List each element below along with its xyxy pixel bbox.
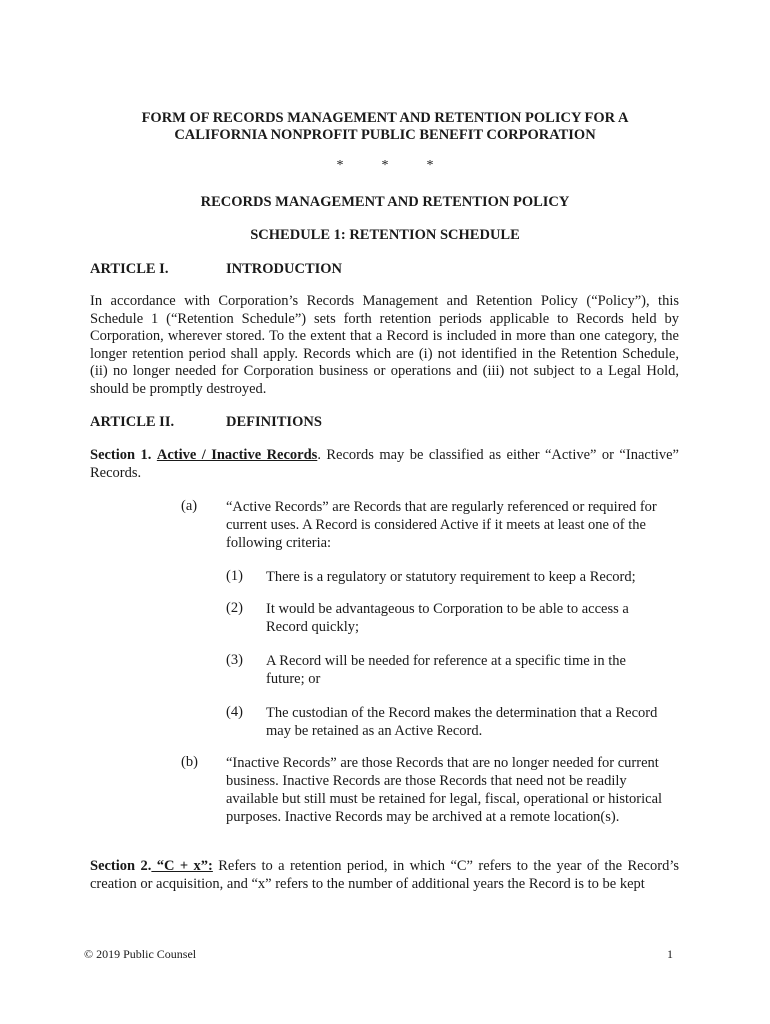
section-2: [90, 858, 679, 893]
separator-star: *: [336, 158, 344, 173]
article-1-name: INTRODUCTION: [226, 261, 343, 277]
schedule-title: SCHEDULE 1: RETENTION SCHEDULE: [250, 227, 520, 243]
item-b-label: (b): [181, 754, 198, 770]
item-a-label: (a): [181, 498, 198, 514]
section-2-heading: “C + x”:: [151, 858, 213, 874]
criterion-text: A Record will be needed for reference at a specific time in the future; or: [266, 653, 626, 687]
section-1-text: . Records may be classified as either “Active” or “Inactive” Records.: [90, 447, 679, 481]
criterion-text: There is a regulatory or statutory requirement to keep a Record;: [266, 569, 636, 585]
separator-star: *: [426, 158, 434, 173]
item-a-text: “Active Records” are Records that are regularly referenced or required for current uses. A Record is considered Active if it meets at least one of the following criteria:: [226, 499, 657, 551]
footer-page-number: 1: [667, 947, 673, 961]
document-title: [90, 110, 680, 144]
separator-asterisks: [90, 158, 680, 174]
criterion-text: It would be advantageous to Corporation to be able to access a Record quickly;: [266, 601, 629, 635]
criterion-label: (4): [226, 704, 243, 720]
article-2-name: DEFINITIONS: [226, 414, 322, 430]
section-2-label: Section 2.: [90, 858, 152, 874]
item-b-text: “Inactive Records” are those Records that are no longer needed for current business. Inactive Records are those Records that need not be readily available but still must be retained for legal, fiscal, operational or historical purposes. Inactive Records may be archived at a remote location(s).: [226, 755, 663, 825]
section-1-heading: Active / Inactive Records: [156, 447, 318, 463]
article-1-heading: [90, 261, 680, 278]
criterion-label: (1): [226, 568, 243, 584]
criterion-label: (3): [226, 652, 243, 668]
section-1-label: Section 1.: [90, 447, 152, 463]
section-1: [90, 447, 679, 482]
article-2-number: ARTICLE II.: [90, 414, 175, 430]
separator-star: *: [381, 158, 389, 173]
section-2-text: Refers to a retention period, in which “C” refers to the year of the Record’s creation or acquisition, and “x” refers to the number of additional years the Record is to be kept: [90, 858, 679, 892]
policy-title: RECORDS MANAGEMENT AND RETENTION POLICY: [200, 194, 570, 210]
article-2-heading: [90, 414, 680, 431]
footer-copyright: © 2019 Public Counsel: [84, 947, 197, 961]
article-1-body: In accordance with Corporation’s Records Management and Retention Policy (“Policy”), this Schedule 1 (“Retention Schedule”) sets forth retention periods applicable to Records held by Corporation, wherever stored. To the extent that a Record is included in more than one category, the longer retention period shall apply. Records which are (i) not identified in the Retention Schedule, (ii) no longer needed for Corporation business or operations and (iii) not subject to a Legal Hold, should be promptly destroyed.: [90, 293, 679, 397]
article-1-number: ARTICLE I.: [90, 261, 169, 277]
document-title-line1: FORM OF RECORDS MANAGEMENT AND RETENTION POLICY FOR A: [141, 110, 629, 126]
criterion-text: The custodian of the Record makes the determination that a Record may be retained as an Active Record.: [266, 705, 658, 739]
document-title-line2: CALIFORNIA NONPROFIT PUBLIC BENEFIT CORPORATION: [174, 127, 596, 143]
criterion-label: (2): [226, 600, 243, 616]
